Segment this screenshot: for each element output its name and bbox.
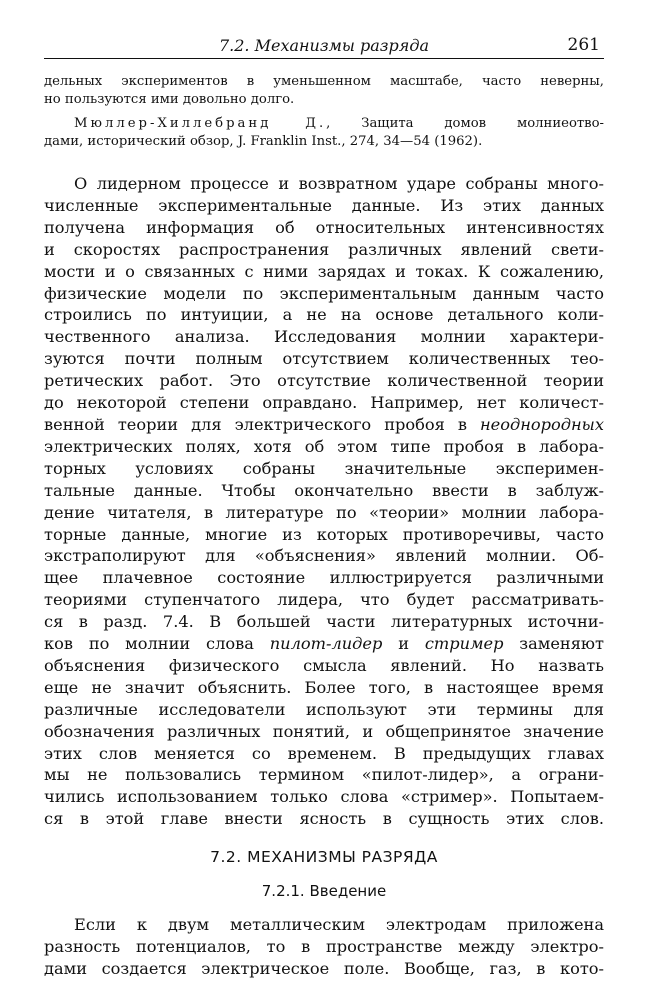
text-line: дами создается электрическое поле. Вообще, газ, в кото-	[44, 959, 604, 978]
text-line: и скоростях распространения различных явлений свети-	[44, 239, 604, 259]
text-line: зуются почти полным отсутствием количественных тео-	[44, 349, 604, 369]
carryover-line: дельных экспериментов в уменьшенном масштабе, часто неверны,	[44, 74, 604, 89]
text-line: тальные данные. Чтобы окончательно ввести в заблуж-	[44, 480, 604, 500]
text-line: строились по интуиции, а не на основе детального коли-	[44, 305, 604, 325]
text-run: венной теории для электрического пробоя в	[44, 414, 480, 434]
text-line: чились использованием только слова «стример». Попытаем-	[44, 787, 604, 807]
book-page	[44, 30, 604, 980]
text-line: ся в этой главе внести ясность в сущность этих слов.	[44, 809, 604, 829]
text-line: различные исследователи используют эти термины для	[44, 699, 604, 719]
text-line: обозначения различных понятий, и общепринятое значение	[44, 721, 604, 741]
section-title: 7.2. МЕХАНИЗМЫ РАЗРЯДА	[210, 848, 438, 867]
text-line: Если к двум металлическим электродам приложена	[74, 915, 604, 935]
body-paragraph	[44, 173, 604, 830]
text-line	[44, 633, 604, 655]
carryover-text	[44, 73, 604, 109]
reference-title: , Защита домов молниеотво-	[326, 116, 604, 131]
text-line: разность потенциалов, то в пространстве между электро-	[44, 937, 604, 957]
text-line: торные данные, многие из которых противоречивы, часто	[44, 524, 604, 544]
text-line: электрических полях, хотя об этом типе пробоя в лабора-	[44, 436, 604, 456]
text-line: щее плачевное состояние иллюстрируется различными	[44, 568, 604, 588]
text-line: мы не пользовались термином «пилот-лидер», а ограни-	[44, 765, 604, 785]
text-line: физические модели по экспериментальным данным часто	[44, 283, 604, 303]
running-title: 7.2. Механизмы разряда	[218, 36, 429, 55]
text-line: еще не значит объяснить. Более того, в настоящее время	[44, 677, 604, 697]
running-head	[44, 30, 604, 59]
text-line	[44, 414, 604, 436]
text-line: теориями ступенчатого лидера, что будет рассматривать-	[44, 590, 604, 610]
text-line: ретических работ. Это отсутствие количественной теории	[44, 371, 604, 391]
subsection-title: 7.2.1. Введение	[261, 882, 387, 901]
text-line: чественного анализа. Исследования молнии характери-	[44, 327, 604, 347]
emphasis-text: стример	[424, 634, 504, 654]
text-line: объяснения физического смысла явлений. Но назвать	[44, 655, 604, 675]
intro-paragraph	[44, 914, 604, 980]
reference-entry	[44, 115, 604, 151]
text-line: численные экспериментальные данные. Из этих данных	[44, 195, 604, 215]
reference-line	[44, 115, 604, 133]
text-line: экстраполируют для «объяснения» явлений молнии. Об-	[44, 546, 604, 566]
text-line: до некоторой степени оправдано. Например, нет количест-	[44, 393, 604, 413]
text-line: О лидерном процессе и возвратном ударе собраны много-	[74, 174, 604, 193]
page-number: 261	[567, 35, 600, 55]
emphasis-text: пилот-лидер	[269, 634, 383, 654]
carryover-line: но пользуются ими довольно долго.	[44, 92, 295, 107]
text-run: и	[382, 634, 425, 654]
text-line: получена информация об относительных интенсивностях	[44, 217, 604, 237]
text-line: дение читателя, в литературе по «теории» молнии лабора-	[44, 502, 604, 522]
emphasis-text: неоднородных	[480, 414, 604, 434]
reference-line: дами, исторический обзор, J. Franklin Inst., 274, 34—54 (1962).	[44, 134, 483, 149]
text-run: ков по молнии слова	[44, 634, 270, 654]
text-line: этих слов меняется со временем. В предыдущих главах	[44, 743, 604, 763]
text-line: мости и о связанных с ними зарядах и токах. К сожалению,	[44, 261, 604, 281]
text-run: заменяют	[503, 634, 604, 654]
text-line: торных условиях собраны значительные эксперимен-	[44, 458, 604, 478]
reference-author: Мюллер-Хиллебранд Д.	[74, 116, 327, 131]
text-line: ся в разд. 7.4. В большей части литературных источни-	[44, 612, 604, 632]
